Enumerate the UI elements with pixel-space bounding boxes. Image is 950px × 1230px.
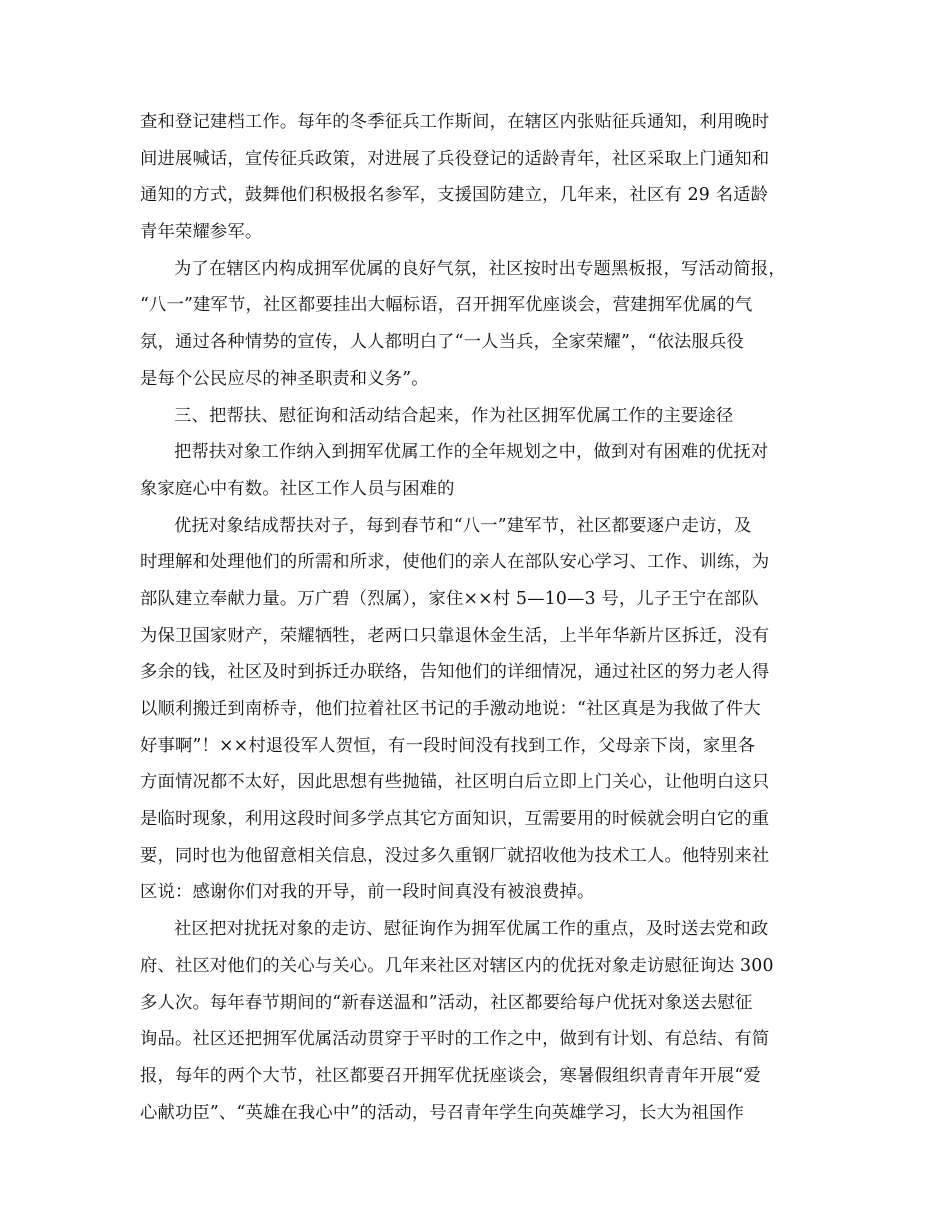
text-line: 时理解和处理他们的所需和所求，使他们的亲人在部队安心学习、工作、训练，为 <box>140 552 770 573</box>
text-line: 报，每年的两个大节，社区都要召开拥军优抚座谈会，寒暑假组织青青年开展“爱 <box>140 1065 761 1086</box>
text-line: 通知的方式，鼓舞他们积极报名参军，支援国防建立，几年来，社区有 29 名适龄 <box>140 185 769 206</box>
text-line: 方面情况都不太好，因此思想有些抛锚，社区明白后立即上门关心，让他明白这只 <box>140 772 770 793</box>
text-line: 多人次。每年春节期间的“新春送温和”活动，社区都要给每户优抚对象送去慰征 <box>140 992 753 1013</box>
text-line: 好事啊”！××村退役军人贺恒，有一段时间没有找到工作，父母亲下岗，家里各 <box>140 735 756 756</box>
text-line: 为保卫国家财产，荣耀牺牲，老两口只靠退休金生活，上半年华新片区拆迁，没有 <box>140 625 770 646</box>
text-line: 象家庭心中有数。社区工作人员与困难的 <box>140 478 455 499</box>
text-line: 青年荣耀参军。 <box>140 222 263 243</box>
paragraph <box>140 104 835 251</box>
text-line: 间进展喊话，宣传征兵政策，对进展了兵役登记的适龄青年，社区采取上门通知和 <box>140 148 770 169</box>
text-line: 查和登记建档工作。每年的冬季征兵工作斯间，在辖区内张贴征兵通知，利用晚时 <box>140 112 770 132</box>
text-line: 是每个公民应尽的神圣职责和义务”。 <box>140 368 429 389</box>
text-line: 以顺利搬迁到南桥寺，他们拉着社区书记的手激动地说：“社区真是为我做了件大 <box>140 699 761 719</box>
document-body <box>140 104 835 1131</box>
text-line: 区说：感谢你们对我的开导，前一段时间真没有被浪费掉。 <box>140 882 595 903</box>
text-line: 部队建立奉献力量。万广碧（烈属），家住××村 5—10—3 号，儿子王宁在部队 <box>140 588 759 609</box>
text-line: 多余的钱，社区及时到拆迁办联络，告知他们的详细情况，通过社区的努力老人得 <box>140 662 770 683</box>
text-line: 社区把对扰抚对象的走访、慰征询作为拥军优属工作的重点，及时送去党和政 <box>174 919 769 940</box>
paragraph <box>140 434 835 507</box>
text-line: 优抚对象结成帮扶对子，每到春节和“八一”建军节，社区都要逐户走访，及 <box>174 515 752 536</box>
section-heading <box>140 398 835 435</box>
paragraph <box>140 911 835 1131</box>
text-line: 氛，通过各种情势的宣传，人人都明白了“一人当兵，全家荣耀”，“依法服兵役 <box>140 332 744 353</box>
text-line: “八一”建军节，社区都要挂出大幅标语，召开拥军优座谈会，营建拥军优属的气 <box>140 295 753 316</box>
text-line: 为了在辖区内构成拥军优属的良好气氛，社区按时出专题黑板报，写活动简报， <box>174 258 786 279</box>
text-line: 心献功臣”、“英雄在我心中”的活动，号召青年学生向英雄学习，长大为祖国作 <box>140 1102 744 1123</box>
text-line: 把帮扶对象工作纳入到拥军优属工作的全年规划之中，做到对有困难的优抚对 <box>174 442 769 463</box>
text-line: 府、社区对他们的关心与关心。几年来社区对辖区内的优抚对象走访慰征询达 300 <box>140 955 774 976</box>
paragraph <box>140 251 835 398</box>
text-line: 要，同时也为他留意相关信息，没过多久重钢厂就招收他为技术工人。他特别来社 <box>140 845 770 866</box>
paragraph <box>140 508 835 912</box>
text-line: 三、把帮扶、慰征询和活动结合起来，作为社区拥军优属工作的主要途径 <box>174 405 734 426</box>
text-line: 询品。社区还把拥军优属活动贯穿于平时的工作之中，做到有计划、有总结、有简 <box>140 1029 770 1050</box>
text-line: 是临时现象，利用这段时间多学点其它方面知识，互需要用的时候就会明白它的重 <box>140 809 770 830</box>
